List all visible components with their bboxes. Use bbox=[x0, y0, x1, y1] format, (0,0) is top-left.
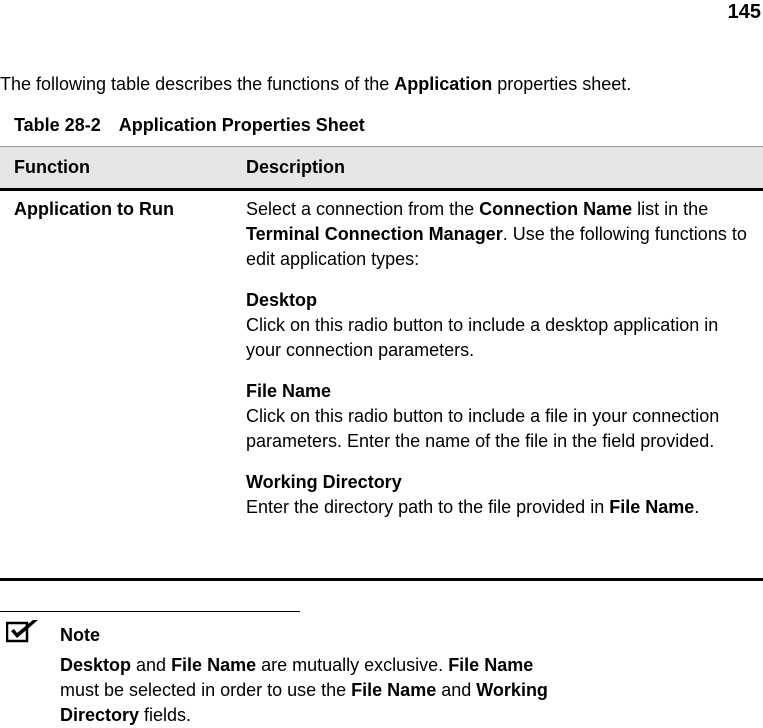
note-file-name-term-2: File Name bbox=[448, 655, 534, 675]
file-name-option-text: Click on this radio button to include a file in your connection parameters. Enter the name of the file in the field provided. bbox=[246, 406, 720, 451]
table-header-row bbox=[0, 146, 763, 191]
table-caption-number: Table 28-2 bbox=[14, 115, 101, 135]
description-text-1: Select a connection from the bbox=[246, 199, 480, 219]
description-text-3: . Use the following functions to edit application types: bbox=[246, 224, 747, 269]
description-intro bbox=[246, 197, 756, 272]
description-terminal-connection-manager-term: Terminal Connection Manager bbox=[246, 224, 503, 244]
note-body bbox=[60, 653, 570, 728]
intro-application-term: Application bbox=[394, 74, 493, 94]
table-caption bbox=[14, 114, 365, 136]
cell-function-application-to-run: Application to Run bbox=[14, 199, 174, 219]
note-title: Note bbox=[60, 625, 100, 645]
intro-paragraph bbox=[0, 72, 631, 96]
working-directory-text-1: Enter the directory path to the file provided in bbox=[246, 497, 610, 517]
column-header-description: Description bbox=[246, 157, 346, 177]
note-divider bbox=[0, 611, 300, 612]
note-text-5: fields. bbox=[139, 705, 192, 725]
description-connection-name-term: Connection Name bbox=[479, 199, 633, 219]
working-directory-option-title: Working Directory bbox=[246, 472, 402, 492]
table-bottom-rule bbox=[0, 578, 763, 581]
working-directory-option-text bbox=[246, 495, 756, 520]
file-name-option-title: File Name bbox=[246, 381, 332, 401]
working-directory-file-name-term: File Name bbox=[609, 497, 695, 517]
note-working-directory-term: Working Directory bbox=[60, 680, 548, 725]
note-desktop-term: Desktop bbox=[60, 655, 132, 675]
cell-description bbox=[246, 197, 756, 520]
column-header-function: Function bbox=[14, 157, 90, 177]
description-text-2: list in the bbox=[632, 199, 709, 219]
working-directory-text-2: . bbox=[694, 497, 700, 517]
note-text-2: are mutually exclusive. bbox=[256, 655, 449, 675]
desktop-option-text: Click on this radio button to include a desktop application in your connection parameters. bbox=[246, 315, 719, 360]
note-text-4: and bbox=[436, 680, 477, 700]
table-caption-title: Application Properties Sheet bbox=[118, 115, 365, 135]
intro-text-end: properties sheet. bbox=[492, 74, 632, 94]
checkmark-note-icon bbox=[6, 618, 40, 644]
working-directory-option bbox=[246, 470, 756, 520]
note-file-name-term-3: File Name bbox=[351, 680, 437, 700]
desktop-option-title: Desktop bbox=[246, 290, 318, 310]
page-number: 145 bbox=[727, 1, 761, 23]
file-name-option bbox=[246, 379, 756, 454]
intro-text-start: The following table describes the functions of the bbox=[0, 74, 395, 94]
note-file-name-term-1: File Name bbox=[171, 655, 257, 675]
desktop-option bbox=[246, 288, 756, 363]
note-text-1: and bbox=[131, 655, 172, 675]
note-text-3: must be selected in order to use the bbox=[60, 680, 352, 700]
